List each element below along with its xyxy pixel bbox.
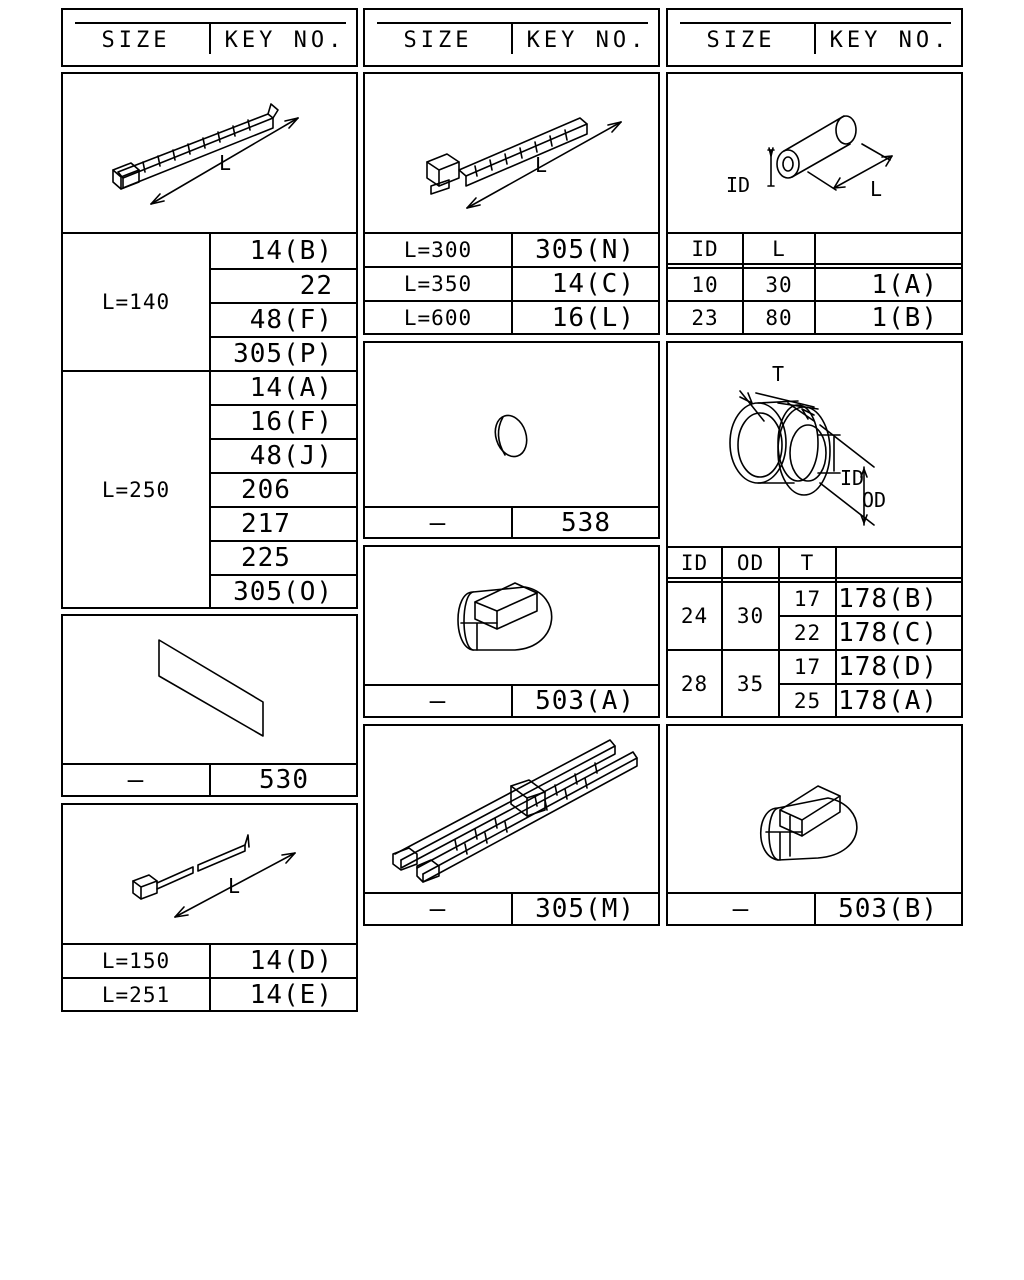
l-cell: 80 — [765, 305, 793, 330]
header-key-no: KEY NO. — [224, 27, 346, 53]
key-cell: 16(L) — [551, 302, 635, 333]
od-cell: 30 — [736, 604, 765, 628]
size-cell: L=350 — [403, 272, 473, 296]
header-size: SIZE — [706, 27, 776, 53]
header-size: SIZE — [403, 27, 473, 53]
size-l250: L=250 — [101, 477, 171, 502]
size-dash: — — [429, 686, 447, 716]
id-cell: 28 — [680, 671, 709, 696]
key-cell: 305(O) — [233, 576, 333, 607]
key-cell: 305(M) — [535, 894, 635, 924]
dim-label-l: L — [870, 177, 883, 201]
key-cell: 14(D) — [249, 946, 333, 976]
panel-tie-long — [363, 72, 660, 335]
key-cell: 538 — [561, 507, 611, 538]
header-box-3 — [666, 8, 963, 67]
key-cell: 178(A) — [838, 685, 938, 716]
key-cell: 178(B) — [838, 584, 938, 614]
dim-label-l: L — [219, 151, 232, 175]
panel-grommet — [666, 341, 963, 718]
key-cell: 305(N) — [535, 235, 635, 265]
header-box-1 — [61, 8, 358, 67]
key-cell: 1(B) — [871, 302, 938, 333]
panel-tie-double — [363, 724, 660, 926]
header-size: SIZE — [101, 27, 171, 53]
panel-cable-tie-a — [61, 72, 358, 609]
key-cell: 217 — [241, 509, 291, 539]
clamp-a-drawing — [365, 547, 662, 687]
panel-disc — [363, 341, 660, 539]
key-cell: 16(F) — [249, 407, 333, 437]
size-dash: — — [127, 765, 145, 795]
l-cell: 30 — [765, 272, 793, 297]
key-cell: 14(E) — [249, 979, 333, 1010]
t-cell: 22 — [793, 621, 822, 645]
dim-label-l: L — [535, 153, 548, 177]
size-cell: L=251 — [101, 982, 171, 1007]
size-dash: — — [429, 507, 447, 538]
dim-label-id: ID — [840, 466, 865, 490]
od-cell: 35 — [736, 671, 765, 696]
tie-small-drawing — [63, 805, 360, 945]
t-cell: 17 — [793, 587, 822, 611]
header-box-2 — [363, 8, 660, 67]
col-t-header: T — [800, 551, 815, 575]
key-cell: 503(B) — [838, 894, 938, 924]
dim-label-od: OD — [862, 488, 887, 512]
tape-drawing — [63, 616, 360, 766]
t-cell: 17 — [793, 655, 822, 679]
key-cell: 206 — [241, 475, 291, 505]
size-cell: L=600 — [403, 305, 473, 330]
id-cell: 24 — [680, 604, 709, 628]
col-od-header: OD — [736, 551, 765, 575]
key-cell: 14(C) — [551, 269, 635, 299]
id-cell: 10 — [691, 272, 719, 297]
key-cell: 48(F) — [249, 305, 333, 335]
col-id-header: ID — [680, 551, 709, 575]
cable-tie-drawing — [63, 74, 360, 234]
key-cell: 305(P) — [233, 339, 333, 369]
col-l-header: L — [772, 237, 786, 261]
key-cell: 503(A) — [535, 686, 635, 716]
size-dash: — — [429, 894, 447, 924]
key-cell: 178(D) — [838, 652, 938, 682]
panel-tie-small — [61, 803, 358, 1012]
key-cell: 14(A) — [249, 373, 333, 403]
panel-tape — [61, 614, 358, 797]
id-cell: 23 — [691, 305, 719, 330]
dim-label-t: T — [772, 362, 785, 386]
disc-drawing — [365, 343, 662, 508]
panel-clamp-b — [666, 724, 963, 926]
panel-clamp-a — [363, 545, 660, 718]
tie-double-drawing — [365, 726, 662, 896]
key-cell: 14(B) — [249, 236, 333, 266]
header-key-no: KEY NO. — [829, 27, 951, 53]
key-cell: 22 — [299, 271, 333, 301]
clamp-b-drawing — [668, 726, 965, 896]
size-cell: L=150 — [101, 949, 171, 973]
key-cell: 178(C) — [838, 618, 938, 648]
key-cell: 1(A) — [871, 269, 938, 300]
size-dash: — — [732, 894, 750, 924]
grommet-drawing — [668, 343, 965, 548]
header-key-no: KEY NO. — [526, 27, 648, 53]
col-id-header: ID — [691, 237, 719, 261]
dim-label-id: ID — [726, 173, 751, 197]
key-cell: 48(J) — [249, 441, 333, 471]
key-cell: 530 — [259, 765, 309, 795]
key-cell: 225 — [241, 543, 291, 573]
panel-tube — [666, 72, 963, 335]
size-cell: L=300 — [403, 238, 473, 262]
tube-drawing — [668, 74, 965, 234]
t-cell: 25 — [793, 688, 822, 713]
size-l140: L=140 — [101, 290, 171, 314]
tie-long-drawing — [365, 74, 662, 234]
dim-label-l: L — [228, 874, 241, 898]
